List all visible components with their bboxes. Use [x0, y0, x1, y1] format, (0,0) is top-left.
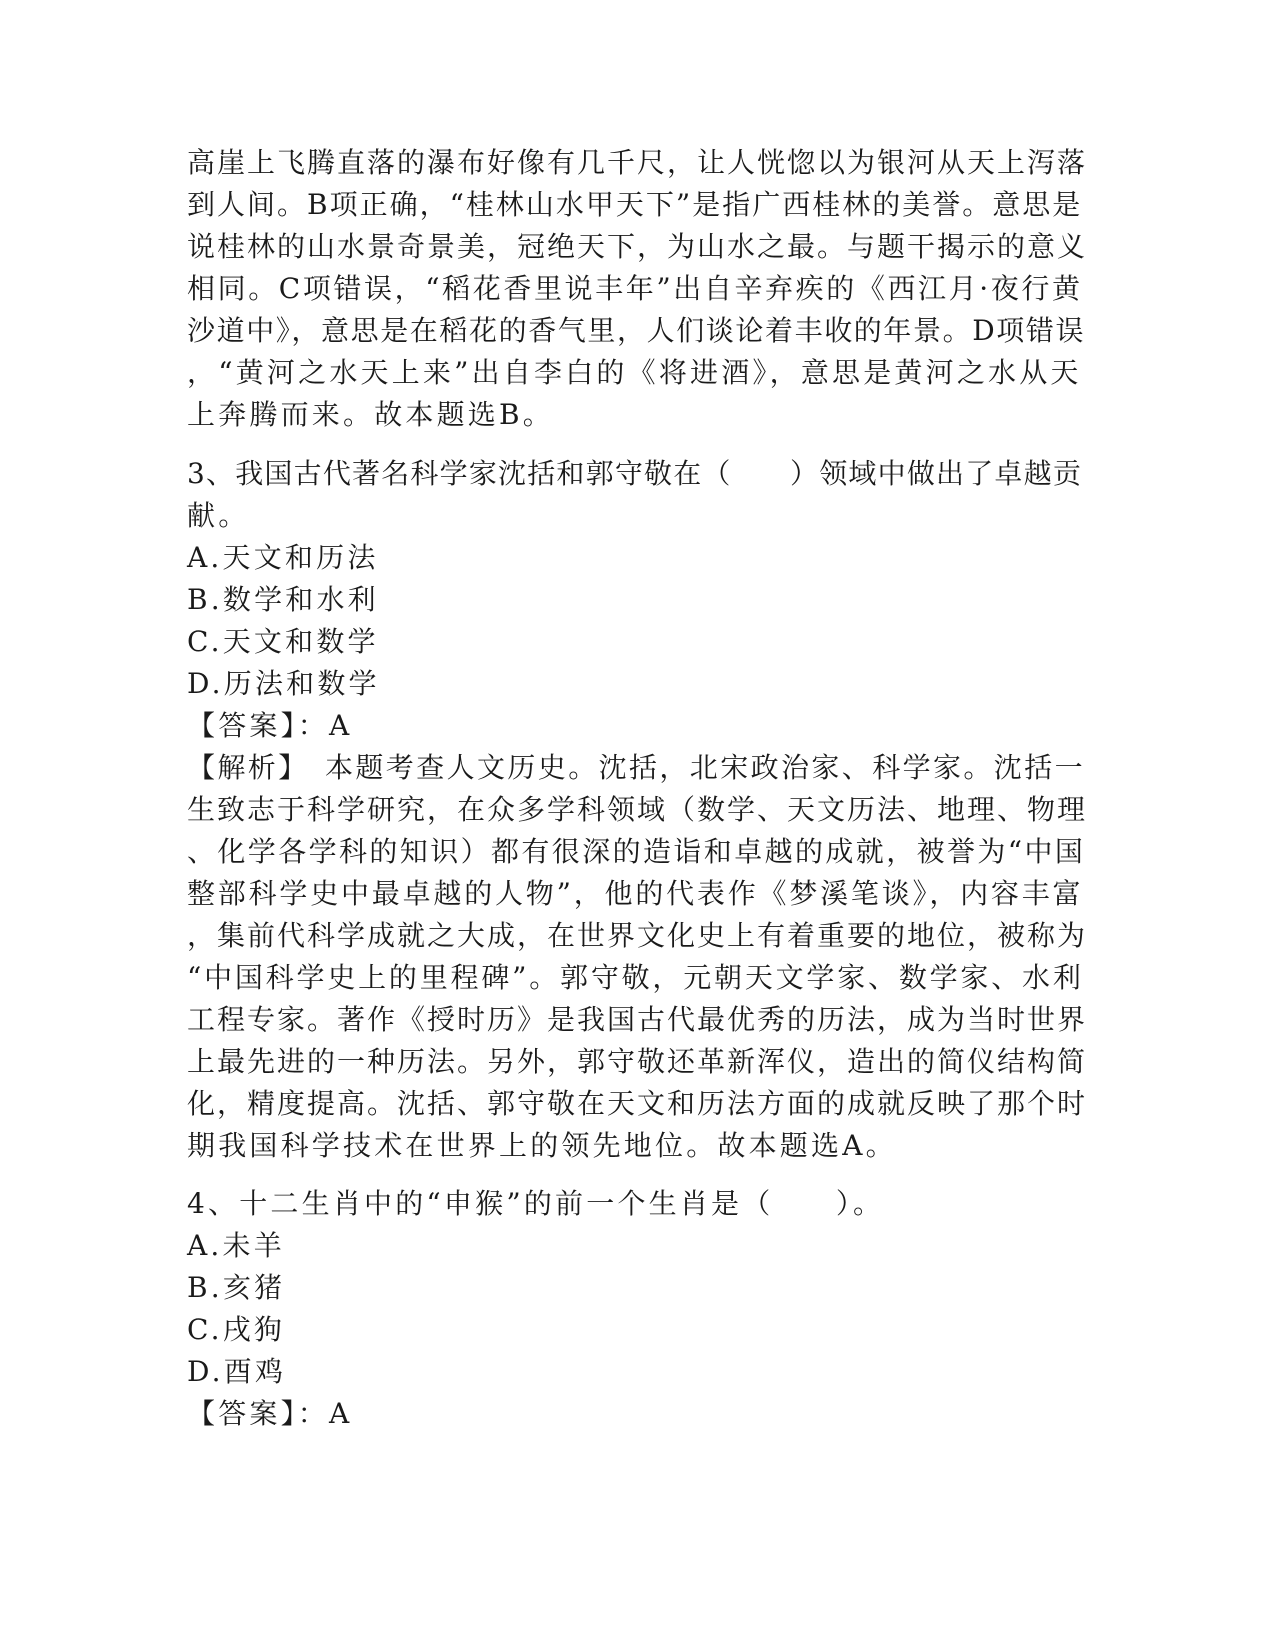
analysis-line: 上最先进的一种历法。另外，郭守敬还革新浑仪，造出的简仪结构简 [187, 1045, 1088, 1078]
question-stem: 献。 [187, 499, 250, 532]
answer: 【答案】：A [187, 1397, 353, 1430]
option-a: A.未羊 [187, 1229, 285, 1262]
option-d: D.历法和数学 [187, 667, 380, 700]
analysis-line: ，集前代科学成就之大成，在世界文化史上有着重要的地位，被称为 [187, 919, 1088, 952]
analysis-line: 、化学各学科的知识）都有很深的造诣和卓越的成就，被誉为“中国 [187, 835, 1086, 868]
analysis-line: 整部科学史中最卓越的人物”，他的代表作《梦溪笔谈》，内容丰富 [187, 877, 1084, 910]
question-stem: 4、十二生肖中的“申猴”的前一个生肖是（ ）。 [187, 1187, 885, 1220]
text-line: 高崖上飞腾直落的瀑布好像有几千尺，让人恍惚以为银河从天上泻落 [187, 146, 1088, 179]
analysis-line: 期我国科学技术在世界上的领先地位。故本题选A。 [187, 1129, 897, 1162]
option-b: B.数学和水利 [187, 583, 379, 616]
analysis-line: 化，精度提高。沈括、郭守敬在天文和历法方面的成就反映了那个时 [187, 1087, 1088, 1120]
text-line: 说桂林的山水景奇景美，冠绝天下，为山水之最。与题干揭示的意义 [187, 230, 1088, 263]
text-line: 沙道中》，意思是在稻花的香气里，人们谈论着丰收的年景。D项错误 [187, 314, 1086, 347]
option-a: A.天文和历法 [187, 541, 379, 574]
option-c: C.天文和数学 [187, 625, 379, 658]
text-line: 到人间。B项正确，“桂林山水甲天下”是指广西桂林的美誉。意思是 [187, 188, 1083, 221]
option-d: D.酉鸡 [187, 1355, 287, 1388]
option-c: C.戌狗 [187, 1313, 286, 1346]
text-line: 上奔腾而来。故本题选B。 [187, 398, 554, 431]
analysis-line: 工程专家。著作《授时历》是我国古代最优秀的历法，成为当时世界 [187, 1003, 1088, 1036]
answer: 【答案】：A [187, 709, 353, 742]
analysis-line: 【解析】 本题考查人文历史。沈括，北宋政治家、科学家。沈括一 [187, 751, 1086, 784]
analysis-line: 生致志于科学研究，在众多学科领域（数学、天文历法、地理、物理 [187, 793, 1088, 826]
analysis-line: “中国科学史上的里程碑”。郭守敬，元朝天文学家、数学家、水利 [187, 961, 1084, 994]
text-line: ，“黄河之水天上来”出自李白的《将进酒》，意思是黄河之水从天 [187, 356, 1082, 389]
text-line: 相同。C项错误，“稻花香里说丰年”出自辛弃疾的《西江月·夜行黄 [187, 272, 1083, 305]
option-b: B.亥猪 [187, 1271, 286, 1304]
question-stem: 3、我国古代著名科学家沈括和郭守敬在（ ）领域中做出了卓越贡 [187, 457, 1083, 490]
